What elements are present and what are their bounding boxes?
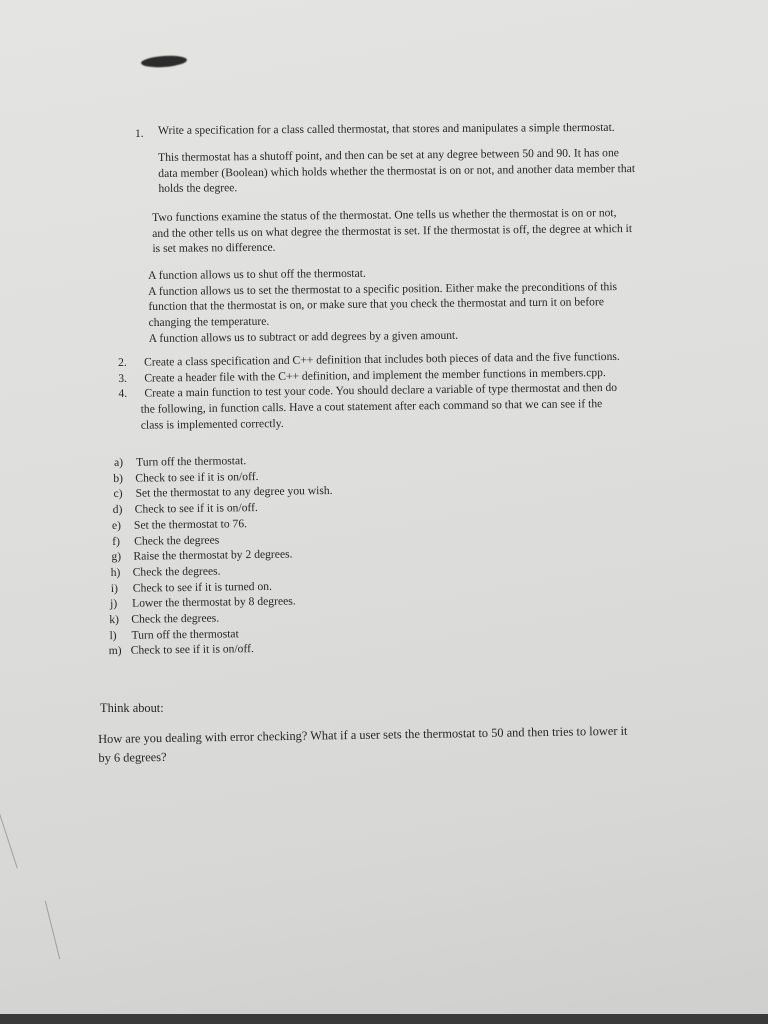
subtask-label: l)	[109, 628, 117, 642]
subtask-label: m)	[108, 644, 122, 658]
subtask-label: c)	[113, 487, 123, 501]
paragraph-line: A function allows us to subtract or add degrees by a given amount.	[148, 328, 459, 345]
subtask-label: j)	[109, 597, 118, 611]
question-number: 4.	[118, 387, 128, 401]
subtask-list	[108, 452, 335, 659]
question-1-heading: Write a specification for a class called thermostat, that stores and manipulates a simple thermostat.	[157, 120, 615, 137]
paragraph-line: by 6 degrees?	[98, 749, 167, 765]
subtask-text: Check the degrees.	[132, 564, 221, 579]
subtask-text: Check the degrees	[134, 533, 220, 548]
subtask-label: h)	[110, 565, 121, 579]
paragraph-line: holds the degree.	[158, 181, 238, 196]
subtask-label: i)	[110, 581, 119, 595]
subtask-text: Turn off the thermostat.	[136, 454, 247, 469]
paragraph-data-members	[158, 145, 635, 197]
list-item	[113, 483, 332, 502]
paragraph-line: data member (Boolean) which holds whether the thermostat is on or not, and another data member that	[158, 161, 636, 180]
subtask-text: Check to see if it is turned on.	[132, 579, 273, 595]
question-number: 3.	[118, 371, 128, 385]
paragraph-line: changing the temperature.	[148, 314, 270, 330]
subtask-label: e)	[111, 518, 122, 532]
paragraph-line: Two functions examine the status of the thermostat. One tells us whether the thermostat is on or not,	[152, 206, 617, 224]
question-text: Create a main function to test your code. You should declare a variable of type thermostat and then do	[144, 381, 618, 401]
paragraph-line: A function allows us to set the thermostat to a specific position. Either make the preconditions of this	[148, 279, 618, 298]
question-text: Create a header file with the C++ definition, and implement the member functions in members.cpp.	[144, 365, 606, 385]
subtask-label: g)	[111, 550, 122, 564]
subtask-text: Check the degrees.	[131, 611, 220, 626]
numbered-questions	[118, 347, 739, 433]
paragraph-line: and the other tells us on what degree the thermostat is set. If the thermostat is off, the degree at which it	[152, 221, 633, 240]
subtask-text: Turn off the thermostat	[131, 627, 239, 642]
subtask-text: Check to see if it is on/off.	[134, 501, 258, 516]
subtask-text: Check to see if it is on/off.	[130, 642, 254, 658]
think-about-question	[98, 722, 628, 768]
question-text: the following, in function calls. Have a cout statement after each command so that we can see if the	[140, 397, 603, 416]
subtask-text: Check to see if it is on/off.	[135, 469, 259, 485]
paragraph-modifier-functions	[148, 263, 618, 346]
question-1-number: 1.	[135, 127, 144, 140]
paragraph-line: function that the thermostat is on, or make sure that you check the thermostat and turn it on before	[148, 295, 605, 314]
question-number: 2.	[118, 355, 127, 369]
subtask-label: b)	[113, 471, 124, 485]
subtask-label: k)	[109, 612, 120, 627]
paragraph-line: This thermostat has a shutoff point, and then can be set at any degree between 50 and 90. It has one	[158, 146, 619, 164]
subtask-label: a)	[114, 455, 124, 469]
paragraph-line: How are you dealing with error checking? What if a user sets the thermostat to 50 and then tries to lower it	[98, 723, 628, 746]
subtask-text: Set the thermostat to any degree you wish.	[135, 484, 333, 501]
paragraph-status-functions	[152, 205, 632, 257]
paragraph-line: is set makes no difference.	[152, 241, 276, 256]
subtask-text: Set the thermostat to 76.	[133, 516, 248, 532]
subtask-text: Raise the thermostat by 2 degrees.	[133, 547, 293, 563]
think-about-heading: Think about:	[100, 701, 164, 715]
question-text: Create a class specification and C++ definition that includes both pieces of data and the five functions.	[144, 349, 620, 369]
question-4	[118, 379, 739, 434]
subtask-text: Lower the thermostat by 8 degrees.	[131, 594, 296, 611]
subtask-label: d)	[112, 502, 123, 517]
question-text: class is implemented correctly.	[140, 416, 284, 432]
subtask-label: f)	[112, 534, 121, 548]
paragraph-line: A function allows us to shut off the thermostat.	[148, 266, 366, 282]
list-item	[109, 640, 335, 659]
